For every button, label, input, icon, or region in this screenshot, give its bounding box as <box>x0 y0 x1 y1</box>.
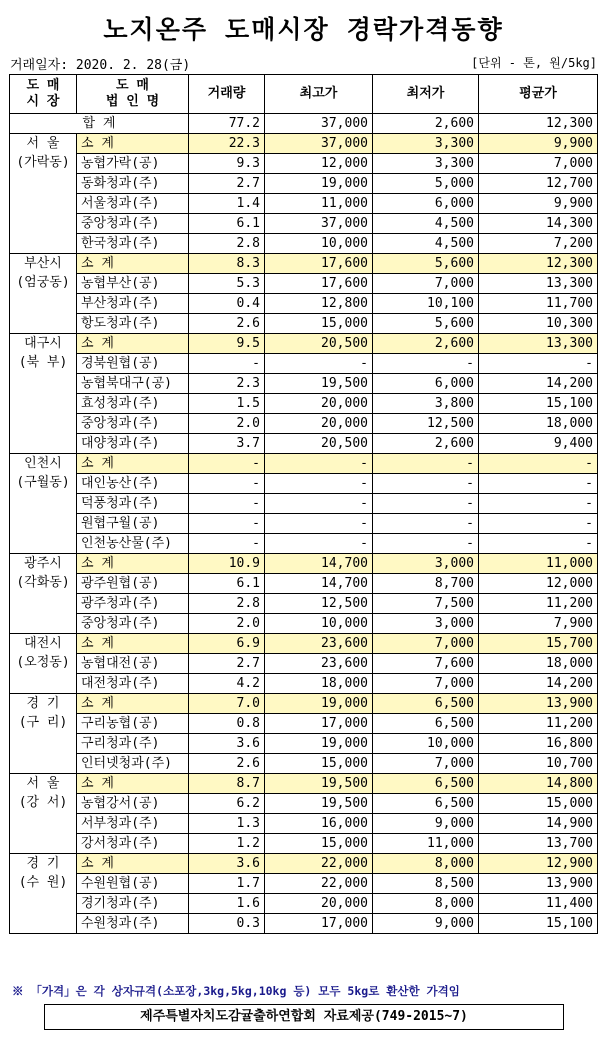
table-row <box>10 274 598 294</box>
header-min: 최저가 <box>373 75 479 114</box>
avg-price-cell: - <box>479 534 598 554</box>
max-price-cell: 20,000 <box>265 414 373 434</box>
unit-label: [단위 - 톤, 원/5kg] <box>471 56 597 70</box>
corp-name: 수원원협(공) <box>77 874 189 894</box>
volume-cell: 2.7 <box>189 174 265 194</box>
table-row <box>10 474 598 494</box>
max-price-cell: 20,500 <box>265 434 373 454</box>
market-name: 경 기 (구 리) <box>10 694 77 774</box>
min-price-cell: 3,300 <box>373 154 479 174</box>
table-body <box>10 114 598 934</box>
max-price-cell: 12,500 <box>265 594 373 614</box>
corp-name: 중앙청과(주) <box>77 214 189 234</box>
subtotal-row <box>10 774 598 794</box>
max-price-cell: 18,000 <box>265 674 373 694</box>
meta-line <box>10 52 597 72</box>
market-name: 인천시 (구월동) <box>10 454 77 554</box>
table-row <box>10 174 598 194</box>
table-row <box>10 834 598 854</box>
avg-price-cell: - <box>479 494 598 514</box>
corp-name: 중앙청과(주) <box>77 614 189 634</box>
corp-name: 경북원협(공) <box>77 354 189 374</box>
volume-cell: - <box>189 454 265 474</box>
max-price-cell: 16,000 <box>265 814 373 834</box>
min-price-cell: - <box>373 534 479 554</box>
header-avg: 평균가 <box>479 75 598 114</box>
max-price-cell: 17,000 <box>265 714 373 734</box>
volume-cell: 1.5 <box>189 394 265 414</box>
volume-cell: 8.7 <box>189 774 265 794</box>
total-min: 2,600 <box>373 114 479 134</box>
table-row <box>10 354 598 374</box>
min-price-cell: 7,000 <box>373 754 479 774</box>
avg-price-cell: 12,300 <box>479 254 598 274</box>
volume-cell: 1.4 <box>189 194 265 214</box>
avg-price-cell: - <box>479 354 598 374</box>
corp-name: 한국청과(주) <box>77 234 189 254</box>
min-price-cell: 4,500 <box>373 234 479 254</box>
subtotal-row <box>10 254 598 274</box>
max-price-cell: 11,000 <box>265 194 373 214</box>
max-price-cell: 12,800 <box>265 294 373 314</box>
header-volume: 거래량 <box>189 75 265 114</box>
corp-name: 서울청과(주) <box>77 194 189 214</box>
max-price-cell: 15,000 <box>265 754 373 774</box>
min-price-cell: 11,000 <box>373 834 479 854</box>
total-label: 합 계 <box>10 114 189 134</box>
table-row <box>10 374 598 394</box>
corp-name: 덕풍청과(주) <box>77 494 189 514</box>
source-box: 제주특별자치도감귤출하연합회 자료제공(749-2015~7) <box>44 1004 564 1030</box>
corp-name: 원협구월(공) <box>77 514 189 534</box>
max-price-cell: - <box>265 454 373 474</box>
corp-name: 농협강서(공) <box>77 794 189 814</box>
min-price-cell: 10,100 <box>373 294 479 314</box>
subtotal-row <box>10 694 598 714</box>
avg-price-cell: 18,000 <box>479 654 598 674</box>
max-price-cell: 17,600 <box>265 254 373 274</box>
min-price-cell: 2,600 <box>373 434 479 454</box>
corp-name: 인천농산물(주) <box>77 534 189 554</box>
corp-name: 중앙청과(주) <box>77 414 189 434</box>
min-price-cell: 3,300 <box>373 134 479 154</box>
max-price-cell: 10,000 <box>265 234 373 254</box>
avg-price-cell: 9,900 <box>479 134 598 154</box>
total-row <box>10 114 598 134</box>
min-price-cell: 6,500 <box>373 794 479 814</box>
avg-price-cell: 16,800 <box>479 734 598 754</box>
max-price-cell: 20,500 <box>265 334 373 354</box>
max-price-cell: 20,000 <box>265 894 373 914</box>
min-price-cell: 5,600 <box>373 254 479 274</box>
avg-price-cell: 15,100 <box>479 394 598 414</box>
corp-name: 부산청과(주) <box>77 294 189 314</box>
max-price-cell: 20,000 <box>265 394 373 414</box>
min-price-cell: 7,000 <box>373 634 479 654</box>
volume-cell: 3.6 <box>189 734 265 754</box>
corp-name: 서부청과(주) <box>77 814 189 834</box>
corp-name: 소 계 <box>77 554 189 574</box>
max-price-cell: 37,000 <box>265 214 373 234</box>
corp-name: 강서청과(주) <box>77 834 189 854</box>
table-row <box>10 294 598 314</box>
avg-price-cell: 11,200 <box>479 714 598 734</box>
table-row <box>10 914 598 934</box>
volume-cell: 10.9 <box>189 554 265 574</box>
min-price-cell: 3,000 <box>373 614 479 634</box>
min-price-cell: 9,000 <box>373 914 479 934</box>
total-max: 37,000 <box>265 114 373 134</box>
min-price-cell: 8,500 <box>373 874 479 894</box>
market-name: 부산시 (엄궁동) <box>10 254 77 334</box>
min-price-cell: 5,600 <box>373 314 479 334</box>
avg-price-cell: - <box>479 454 598 474</box>
avg-price-cell: 15,000 <box>479 794 598 814</box>
avg-price-cell: 14,200 <box>479 374 598 394</box>
avg-price-cell: 9,400 <box>479 434 598 454</box>
min-price-cell: 2,600 <box>373 334 479 354</box>
avg-price-cell: 14,200 <box>479 674 598 694</box>
table-row <box>10 794 598 814</box>
subtotal-row <box>10 134 598 154</box>
avg-price-cell: - <box>479 514 598 534</box>
volume-cell: 1.3 <box>189 814 265 834</box>
volume-cell: 6.2 <box>189 794 265 814</box>
max-price-cell: 19,000 <box>265 174 373 194</box>
volume-cell: 6.1 <box>189 214 265 234</box>
volume-cell: 2.0 <box>189 614 265 634</box>
table-row <box>10 594 598 614</box>
min-price-cell: 7,600 <box>373 654 479 674</box>
volume-cell: 6.1 <box>189 574 265 594</box>
avg-price-cell: 12,700 <box>479 174 598 194</box>
volume-cell: - <box>189 354 265 374</box>
header-corp <box>77 75 189 114</box>
footnote: ※ 「가격」은 각 상자규격(소포장,3kg,5kg,10kg 등) 모두 5kg로 환산한 가격임 <box>12 984 460 998</box>
min-price-cell: 6,000 <box>373 374 479 394</box>
market-name: 광주시 (각화동) <box>10 554 77 634</box>
max-price-cell: - <box>265 354 373 374</box>
avg-price-cell: 13,300 <box>479 334 598 354</box>
subtotal-row <box>10 454 598 474</box>
corp-name: 대양청과(주) <box>77 434 189 454</box>
corp-name: 광주원협(공) <box>77 574 189 594</box>
max-price-cell: 23,600 <box>265 634 373 654</box>
max-price-cell: 17,600 <box>265 274 373 294</box>
table-row <box>10 154 598 174</box>
table-row <box>10 434 598 454</box>
volume-cell: - <box>189 474 265 494</box>
min-price-cell: 5,000 <box>373 174 479 194</box>
volume-cell: 5.3 <box>189 274 265 294</box>
corp-name: 농협가락(공) <box>77 154 189 174</box>
total-volume: 77.2 <box>189 114 265 134</box>
min-price-cell: 8,000 <box>373 894 479 914</box>
table-row <box>10 394 598 414</box>
volume-cell: 2.7 <box>189 654 265 674</box>
header-market-text: 도 매 시 장 <box>26 78 60 109</box>
avg-price-cell: 13,700 <box>479 834 598 854</box>
min-price-cell: 10,000 <box>373 734 479 754</box>
volume-cell: 9.5 <box>189 334 265 354</box>
corp-name: 소 계 <box>77 774 189 794</box>
volume-cell: 0.4 <box>189 294 265 314</box>
avg-price-cell: 18,000 <box>479 414 598 434</box>
table-row <box>10 894 598 914</box>
max-price-cell: - <box>265 534 373 554</box>
corp-name: 대전청과(주) <box>77 674 189 694</box>
volume-cell: - <box>189 514 265 534</box>
min-price-cell: - <box>373 474 479 494</box>
volume-cell: 2.6 <box>189 754 265 774</box>
min-price-cell: - <box>373 454 479 474</box>
table-row <box>10 494 598 514</box>
min-price-cell: 4,500 <box>373 214 479 234</box>
subtotal-row <box>10 634 598 654</box>
table-row <box>10 534 598 554</box>
min-price-cell: 3,000 <box>373 554 479 574</box>
market-name: 대전시 (오정동) <box>10 634 77 694</box>
avg-price-cell: 7,900 <box>479 614 598 634</box>
table-row <box>10 814 598 834</box>
volume-cell: - <box>189 494 265 514</box>
volume-cell: 1.2 <box>189 834 265 854</box>
table-row <box>10 674 598 694</box>
max-price-cell: 19,500 <box>265 794 373 814</box>
table-row <box>10 214 598 234</box>
volume-cell: 1.7 <box>189 874 265 894</box>
corp-name: 경기청과(주) <box>77 894 189 914</box>
volume-cell: 7.0 <box>189 694 265 714</box>
min-price-cell: 9,000 <box>373 814 479 834</box>
volume-cell: 2.6 <box>189 314 265 334</box>
min-price-cell: 8,700 <box>373 574 479 594</box>
max-price-cell: 10,000 <box>265 614 373 634</box>
market-name: 서 울 (가락동) <box>10 134 77 254</box>
header-corp-text: 도 매 법 인 명 <box>105 78 160 109</box>
corp-name: 인터넷청과(주) <box>77 754 189 774</box>
avg-price-cell: - <box>479 474 598 494</box>
avg-price-cell: 9,900 <box>479 194 598 214</box>
volume-cell: 8.3 <box>189 254 265 274</box>
min-price-cell: 6,000 <box>373 194 479 214</box>
max-price-cell: 19,500 <box>265 774 373 794</box>
max-price-cell: 15,000 <box>265 314 373 334</box>
table-row <box>10 574 598 594</box>
avg-price-cell: 11,700 <box>479 294 598 314</box>
corp-name: 소 계 <box>77 454 189 474</box>
table-row <box>10 754 598 774</box>
max-price-cell: - <box>265 514 373 534</box>
volume-cell: 6.9 <box>189 634 265 654</box>
min-price-cell: 6,500 <box>373 714 479 734</box>
max-price-cell: 14,700 <box>265 574 373 594</box>
avg-price-cell: 14,900 <box>479 814 598 834</box>
corp-name: 대인농산(주) <box>77 474 189 494</box>
max-price-cell: 22,000 <box>265 854 373 874</box>
avg-price-cell: 7,000 <box>479 154 598 174</box>
corp-name: 구리청과(주) <box>77 734 189 754</box>
volume-cell: 2.8 <box>189 234 265 254</box>
corp-name: 소 계 <box>77 134 189 154</box>
volume-cell: 2.8 <box>189 594 265 614</box>
min-price-cell: 12,500 <box>373 414 479 434</box>
min-price-cell: 3,800 <box>373 394 479 414</box>
corp-name: 소 계 <box>77 694 189 714</box>
volume-cell: 3.7 <box>189 434 265 454</box>
trade-date: 거래일자: 2020. 2. 28(금) <box>10 58 191 73</box>
corp-name: 소 계 <box>77 254 189 274</box>
avg-price-cell: 7,200 <box>479 234 598 254</box>
subtotal-row <box>10 334 598 354</box>
market-name: 서 울 (강 서) <box>10 774 77 854</box>
volume-cell: 4.2 <box>189 674 265 694</box>
corp-name: 농협북대구(공) <box>77 374 189 394</box>
min-price-cell: 8,000 <box>373 854 479 874</box>
min-price-cell: 6,500 <box>373 694 479 714</box>
price-table <box>9 74 598 934</box>
table-row <box>10 414 598 434</box>
min-price-cell: 7,000 <box>373 274 479 294</box>
corp-name: 효성청과(주) <box>77 394 189 414</box>
min-price-cell: 7,000 <box>373 674 479 694</box>
table-row <box>10 514 598 534</box>
corp-name: 동화청과(주) <box>77 174 189 194</box>
avg-price-cell: 15,700 <box>479 634 598 654</box>
max-price-cell: 12,000 <box>265 154 373 174</box>
min-price-cell: - <box>373 354 479 374</box>
min-price-cell: 6,500 <box>373 774 479 794</box>
table-row <box>10 654 598 674</box>
avg-price-cell: 13,300 <box>479 274 598 294</box>
max-price-cell: 19,000 <box>265 694 373 714</box>
min-price-cell: - <box>373 514 479 534</box>
avg-price-cell: 13,900 <box>479 694 598 714</box>
table-row <box>10 314 598 334</box>
max-price-cell: 19,000 <box>265 734 373 754</box>
volume-cell: 2.3 <box>189 374 265 394</box>
volume-cell: 1.6 <box>189 894 265 914</box>
max-price-cell: 14,700 <box>265 554 373 574</box>
table-row <box>10 234 598 254</box>
avg-price-cell: 13,900 <box>479 874 598 894</box>
max-price-cell: 22,000 <box>265 874 373 894</box>
volume-cell: 22.3 <box>189 134 265 154</box>
avg-price-cell: 11,000 <box>479 554 598 574</box>
avg-price-cell: 15,100 <box>479 914 598 934</box>
table-row <box>10 614 598 634</box>
min-price-cell: - <box>373 494 479 514</box>
max-price-cell: - <box>265 474 373 494</box>
volume-cell: 9.3 <box>189 154 265 174</box>
table-row <box>10 194 598 214</box>
avg-price-cell: 14,300 <box>479 214 598 234</box>
max-price-cell: 17,000 <box>265 914 373 934</box>
table-row <box>10 734 598 754</box>
min-price-cell: 7,500 <box>373 594 479 614</box>
market-name: 대구시 (북 부) <box>10 334 77 454</box>
corp-name: 수원청과(주) <box>77 914 189 934</box>
avg-price-cell: 11,400 <box>479 894 598 914</box>
corp-name: 소 계 <box>77 634 189 654</box>
avg-price-cell: 10,700 <box>479 754 598 774</box>
page-title: 노지온주 도매시장 경락가격동향 <box>103 15 504 44</box>
header-market <box>10 75 77 114</box>
avg-price-cell: 11,200 <box>479 594 598 614</box>
max-price-cell: 19,500 <box>265 374 373 394</box>
corp-name: 광주청과(주) <box>77 594 189 614</box>
avg-price-cell: 14,800 <box>479 774 598 794</box>
corp-name: 구리농협(공) <box>77 714 189 734</box>
max-price-cell: 15,000 <box>265 834 373 854</box>
avg-price-cell: 12,000 <box>479 574 598 594</box>
subtotal-row <box>10 554 598 574</box>
corp-name: 항도청과(주) <box>77 314 189 334</box>
header-max: 최고가 <box>265 75 373 114</box>
max-price-cell: 23,600 <box>265 654 373 674</box>
max-price-cell: 37,000 <box>265 134 373 154</box>
market-name: 경 기 (수 원) <box>10 854 77 934</box>
corp-name: 농협대전(공) <box>77 654 189 674</box>
avg-price-cell: 12,900 <box>479 854 598 874</box>
total-avg: 12,300 <box>479 114 598 134</box>
corp-name: 농협부산(공) <box>77 274 189 294</box>
volume-cell: 3.6 <box>189 854 265 874</box>
header-row <box>10 75 598 114</box>
corp-name: 소 계 <box>77 854 189 874</box>
volume-cell: 2.0 <box>189 414 265 434</box>
volume-cell: - <box>189 534 265 554</box>
max-price-cell: - <box>265 494 373 514</box>
table-row <box>10 874 598 894</box>
volume-cell: 0.3 <box>189 914 265 934</box>
table-row <box>10 714 598 734</box>
corp-name: 소 계 <box>77 334 189 354</box>
volume-cell: 0.8 <box>189 714 265 734</box>
subtotal-row <box>10 854 598 874</box>
avg-price-cell: 10,300 <box>479 314 598 334</box>
